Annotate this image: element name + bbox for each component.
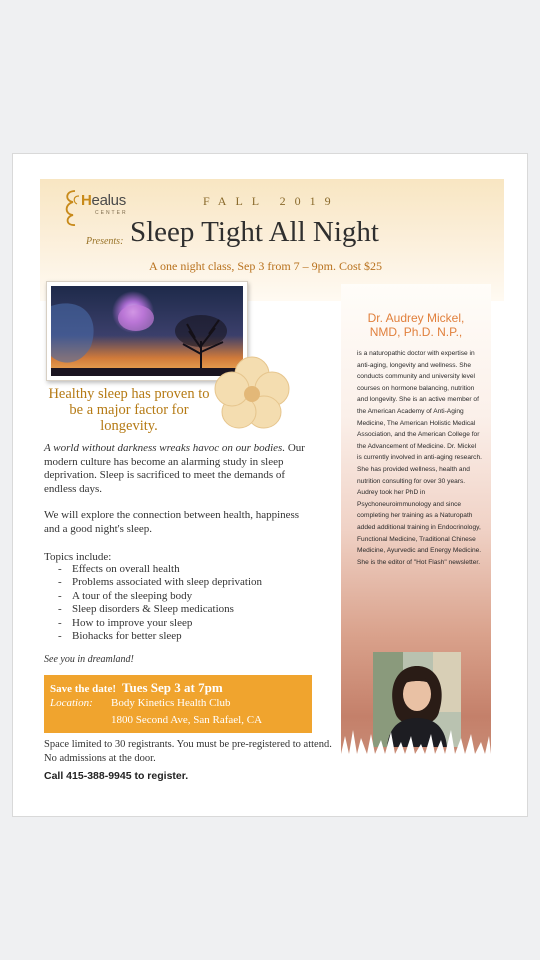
tagline: Healthy sleep has proven to be a major factor for longevity. bbox=[48, 386, 210, 434]
event-title: Sleep Tight All Night bbox=[130, 216, 379, 248]
topics-heading: Topics include: bbox=[44, 551, 112, 563]
bio-text: is a naturopathic doctor with expertise in anti-aging, longevity and wellness. She conducts community and university level courses on hormone balancing, nutrition and longevity. She is an active member of the American Academy of Anti-Aging Medicine, The American Holistic Medical Association, and the American College for the Advancement of Medicine. Dr. Mickel is currently involved in anti-aging research. She has provided wellness, health and nutrition consulting for over 30 years. Audrey took her PhD in Psychoneuroimmunology and since completing her training as a Naturopath added additional training in Endocrinology, Functional Medicine, Traditional Chinese Medicine, Ayurvedic and Energy Medicine. She is the editor of "Hot Flash" newsletter. bbox=[357, 350, 482, 566]
save-the-date-box bbox=[44, 675, 312, 733]
event-subtitle: A one night class, Sep 3 from 7 – 9pm. Cost $25 bbox=[149, 259, 382, 273]
venue-address: 1800 Second Ave, San Rafael, CA bbox=[111, 714, 263, 726]
logo-swirl-icon bbox=[61, 188, 83, 228]
register-phone: Call 415-388-9945 to register. bbox=[44, 770, 189, 782]
flower-icon bbox=[213, 354, 291, 430]
presents-label: Presents: bbox=[86, 236, 124, 247]
location-label: Location: bbox=[50, 697, 93, 709]
logo-name: Healus bbox=[81, 192, 126, 209]
intro-paragraph bbox=[44, 442, 314, 496]
bio-name bbox=[341, 311, 491, 339]
list-item: - Sleep disorders & Sleep medications bbox=[58, 603, 262, 616]
save-date-label: Save the date! bbox=[50, 683, 116, 695]
intro-rest: Our modern culture has become an alarming study in sleep deprivation. Sleep is sacrificed to meet the demands of endless days. bbox=[44, 442, 305, 495]
grass-decoration bbox=[341, 724, 491, 754]
bio-name-line: Dr. Audrey Mickel, bbox=[367, 311, 465, 325]
explore-paragraph: We will explore the connection between health, happiness and a good night's sleep. bbox=[44, 509, 300, 535]
list-item: - A tour of the sleeping body bbox=[58, 590, 262, 603]
save-row bbox=[50, 679, 223, 697]
bio-column bbox=[341, 284, 491, 754]
event-when: Tues Sep 3 at 7pm bbox=[122, 680, 223, 695]
closing-line: See you in dreamland! bbox=[44, 654, 134, 665]
flyer-page bbox=[12, 153, 528, 817]
topics-list bbox=[58, 563, 262, 643]
list-item: - Problems associated with sleep deprivation bbox=[58, 576, 262, 589]
season-label: FALL 2019 bbox=[203, 194, 340, 208]
space-note: Space limited to 30 registrants. You must be pre-registered to attend. No admissions at the door. bbox=[44, 739, 332, 764]
bio-credentials: NMD, Ph.D. N.P., bbox=[369, 325, 463, 339]
list-item: - Effects on overall health bbox=[58, 563, 262, 576]
healus-logo bbox=[61, 188, 141, 228]
list-item: - How to improve your sleep bbox=[58, 617, 262, 630]
intro-lead: A world without darkness wreaks havoc on our bodies. bbox=[44, 442, 286, 454]
venue-name: Body Kinetics Health Club bbox=[111, 697, 231, 709]
logo-subtitle: CENTER bbox=[95, 210, 128, 216]
list-item: - Biohacks for better sleep bbox=[58, 630, 262, 643]
